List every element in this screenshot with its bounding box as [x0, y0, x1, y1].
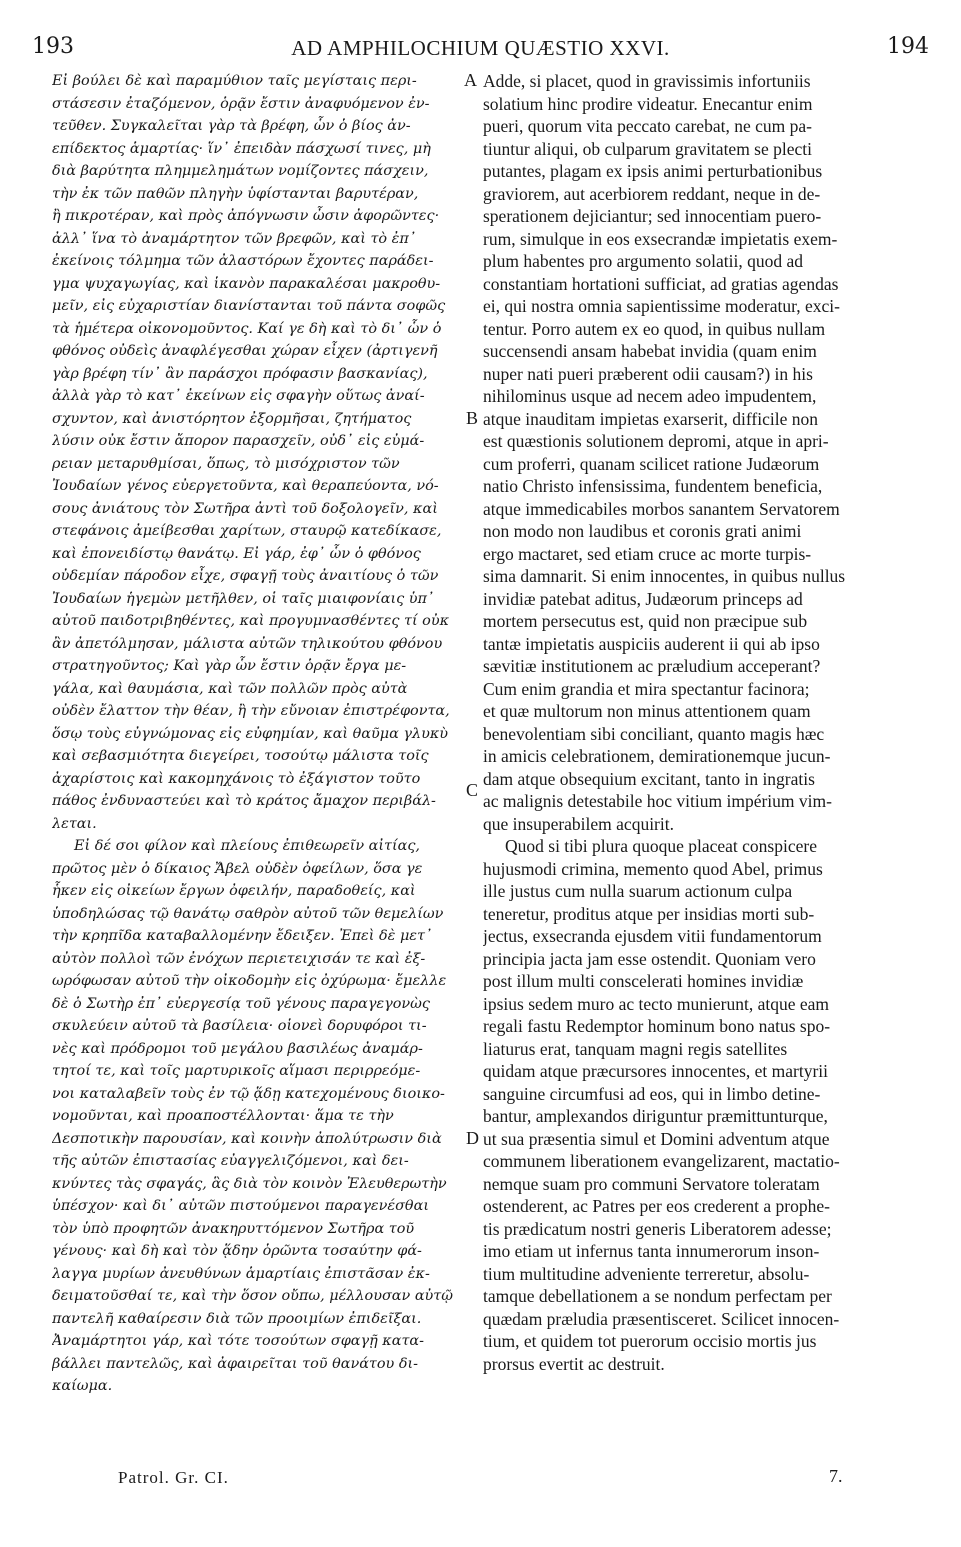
greek-text-line: ὅσῳ τοὺς εὐγνώμονας εἰς εὐφημίαν, καὶ θαῦμα γλυκὺ [52, 725, 449, 742]
greek-text-line: καὶ ἐπονειδίστῳ θανάτῳ. Εἰ γάρ, ἐφ᾽ ὧν ὁ φθόνος [52, 545, 421, 562]
greek-text-line: παντελῆ καθαίρεσιν διὰ τῶν προοιμίων ἐπιδεῖξαι. [52, 1310, 422, 1327]
greek-text-line: λαγγα μυρίων ἀνευθύνων ἁμαρτίαις ἐπιστᾶσαν ἐκ- [52, 1265, 430, 1282]
latin-text-line: et quæ multorum non minus attentionem quam [483, 701, 811, 721]
greek-text-line: καὶ σεβασμιότητα διεγείρει, τοσούτῳ μάλιστα τοῖς [52, 748, 429, 764]
latin-text-line: nemque suam pro communi Servatore toleratam [483, 1173, 820, 1194]
greek-text-line: ἀλλὰ γὰρ τὸ κατ᾽ ἐκείνων εἰς σφαγὴν οὕτως ἀναί- [52, 388, 425, 404]
greek-text-line: μεῖν, εἰς εὐχαριστίαν διανίστανται τοῦ πάντα σοφῶς [52, 298, 446, 314]
greek-text-line: ἂν ἀπετόλμησαν, μάλιστα αὐτῶν τηλικούτου φθόνου [52, 635, 443, 652]
page-number-left: 193 [32, 34, 74, 59]
greek-text-line: σχυντον, καὶ ἀνιστόρητον ἐξορμῆσαι, ζητήματος [52, 410, 412, 427]
greek-text-line: γάλα, καὶ θαυμάσια, καὶ τῶν πολλῶν πρὸς αὐτὰ [52, 680, 408, 697]
latin-text-line: imo etiam ut infernus tanta innumerorum inson- [483, 1241, 820, 1261]
latin-text-line: post illum multi conscelerati homines invidiæ [483, 971, 804, 991]
latin-text-line: tamque debellationem a se nondum perfectam per [483, 1286, 832, 1306]
greek-text-line: τὴν κρηπῖδα καταβαλλομένην ἔδειξεν. Ἐπεὶ δὲ μετ᾽ [52, 928, 433, 944]
latin-text-line: ac malignis detestabile hoc vitium impérium vim- [483, 791, 832, 811]
latin-text-line: tentur. Porro autem ex eo quod, in quibus nullam [483, 318, 826, 339]
latin-text-line: putantes, plagam ex ipsis animi perturbationibus [483, 161, 823, 181]
greek-text-line: ὑπέσχον· καὶ δι᾽ αὐτῶν πιστούμενοι παραγενέσθαι [52, 1198, 429, 1214]
greek-text-line: τεῦθεν. Συγκαλεῖται γὰρ τὰ βρέφη, ὧν ὁ βίος ἀν- [52, 118, 411, 134]
greek-text-line: κνύντες τὰς σφαγάς, ἃς διὰ τὸν κοινὸν Ἐλευθερωτὴν [52, 1175, 447, 1192]
greek-text-line: φθόνος οὐδεὶς ἀναφλέγεσθαι χώραν εἶχεν (ἀρτιγενῆ [52, 343, 438, 359]
page-header [30, 34, 931, 64]
latin-text-line: natio Christo infensissima, fundentem beneficia, [483, 476, 823, 496]
latin-text-line: in amicis celebrationem, demirationemque jucun- [483, 746, 831, 766]
greek-text-line: στάσεσιν ἐταζόμενον, ὁρᾷν ἔστιν ἀναφυόμενον ἐν- [52, 95, 430, 112]
greek-text-line: πρῶτος μὲν ὁ δίκαιος Ἄβελ οὐδὲν ὀφείλων, ὅσα γε [52, 860, 423, 877]
latin-text-line: ipsius sedem muro ac tecto munierunt, atque eam [483, 993, 830, 1014]
greek-text-line: ἧκεν εἰς οἰκείων ἔργων ὀφειλήν, παραδοθείς, καὶ [52, 883, 416, 899]
latin-text-line: nuper nati pueri præberent odii causam?) in his [483, 363, 813, 384]
latin-text-line: ille justus cum nulla suarum actionum culpa [483, 881, 793, 901]
latin-text-line: Adde, si placet, quod in gravissimis infortuniis [483, 71, 811, 91]
latin-text-line: regali fastu Redemptor hominum bono natus spo- [483, 1016, 831, 1036]
latin-text-line: pueri, quorum vita peccato carebat, ne cum pa- [483, 116, 812, 136]
greek-text-line: ἢ πικροτέραν, καὶ πρὸς ἀπόγνωσιν ὦσιν ἀφορῶντες· [52, 208, 440, 224]
greek-text-line: τητοί τε, καὶ τοῖς μαρτυρικοῖς αἵμασι περιρρεόμε- [52, 1063, 421, 1079]
greek-text-line: νομοῦνται, καὶ προαποστέλλονται· ἅμα τε τὴν [52, 1108, 394, 1124]
greek-text-line: γὰρ βρέφη τίν᾽ ἂν παράσχοι πρόφασιν βασκανίας), [52, 365, 428, 382]
greek-text-line: νοι καταλαβεῖν τοὺς ἐν τῷ ᾅδῃ κατεχομένους διοικο- [52, 1085, 445, 1102]
latin-text-line: succensendi ansam habebat invidia (quam enim [483, 341, 817, 361]
latin-text-line: que insuperabilem acquirit. [483, 813, 674, 834]
latin-text-line: Quod si tibi plura quoque placeat conspicere [505, 836, 817, 856]
latin-text-line: tiuntur aliqui, ob culparum gravitatem se plecti [483, 138, 813, 159]
latin-text-line: atque inauditam impietas exarserit, difficile non [483, 408, 818, 429]
latin-text-line: tium, et quidem tot puerorum occisio mortis jus [483, 1331, 817, 1351]
latin-text-line: invidiæ patebat aditus, Judæorum princeps ad [483, 588, 803, 609]
running-title: AD AMPHILOCHIUM QUÆSTIO XXVI. [291, 36, 670, 60]
greek-text-line: Εἰ δέ σοι φίλον καὶ πλείους ἐπιθεωρεῖν αἰτίας, [74, 838, 420, 854]
latin-text-line: quædam præludia præsentisceret. Scilicet innocen- [483, 1308, 840, 1329]
latin-text-line: ut sua præsentia simul et Domini adventum atque [483, 1128, 830, 1149]
latin-text-line: prorsus evertit ac destruit. [483, 1353, 665, 1374]
latin-text-line: bantur, amplexandos diriguntur præmittunturque, [483, 1106, 828, 1126]
latin-text-line: plum habentes pro argumento solatii, quod ad [483, 251, 803, 271]
greek-text-line: δὲ ὁ Σωτὴρ ἐπ᾽ εὐεργεσίᾳ τοῦ γένους παραγεγονὼς [52, 995, 430, 1012]
greek-text-line: Ἰουδαίων ἡγεμὼν μετῆλθεν, οἱ ταῖς μιαιφονίαις ὑπ᾽ [52, 590, 435, 607]
latin-text-line: principia jacta jam esse ostendit. Quoniam vero [483, 948, 816, 969]
greek-text-line: λύσιν οὐκ ἔστιν ἄπορον παρασχεῖν, οὐδ᾽ εἰς εὐμά- [52, 433, 425, 449]
latin-text-line: cum proferri, quanam scilicet ratione Judæorum [483, 453, 820, 474]
latin-text-line: mortem persecutus est, quid non præcipue sub [483, 611, 808, 631]
latin-text-line: quidam atque præcursores innocentes, et martyrii [483, 1061, 829, 1081]
page-number-right: 194 [887, 34, 929, 59]
latin-text-line: atque immedicabiles morbos sanantem Servatorem [483, 498, 840, 519]
greek-text-line: τὸν ὑπὸ προφητῶν ἀνακηρυττόμενον Σωτῆρα τοῦ [52, 1220, 415, 1237]
footer-signature: 7. [829, 1466, 843, 1486]
greek-column [52, 70, 462, 1398]
latin-text-line: tantæ impietatis auspiciis auderent ii qui ab ipso [483, 633, 820, 654]
section-marker-a: A [464, 70, 477, 90]
footer-source: Patrol. Gr. CI. [118, 1468, 229, 1487]
greek-text-line: Εἰ βούλει δὲ καὶ παραμύθιον ταῖς μεγίσταις περι- [52, 73, 417, 89]
section-marker-c: C [466, 780, 479, 800]
section-marker-b: B [466, 408, 479, 428]
latin-text-line: constantiam hortationi sufficiat, ad gratias agendas [483, 273, 839, 294]
greek-text-line: αὐτὸν πολλοὶ τῶν ἐνόχων περιετειχισάν τε καὶ ἐξ- [52, 950, 426, 967]
greek-text-line: διὰ βαρύτητα πλημμελημάτων νομίζοντες πάσχειν, [52, 163, 429, 179]
greek-text-line: τῆς αὐτῶν ἐπιστασίας εὐαγγελιζόμενοι, καὶ δει- [52, 1153, 409, 1169]
latin-text-line: graviorem, aut acerbiorem reddant, neque in de- [483, 183, 821, 204]
latin-column [483, 70, 923, 1375]
greek-text-line: στρατηγοῦντος; Καὶ γὰρ ὧν ἔστιν ὁρᾷν ἔργα με- [52, 658, 407, 674]
section-marker-d: D [466, 1128, 479, 1148]
greek-text-line: Δεσποτικὴν παρουσίαν, καὶ κοινὴν ἀπολύτρωσιν διὰ [52, 1130, 442, 1147]
greek-text-line: ἀλλ᾽ ἵνα τὸ ἀναμάρτητον τῶν βρεφῶν, καὶ τὸ ἐπ᾽ [52, 230, 417, 247]
latin-text-line: sima damnarit. Si enim innocentes, in quibus nullus [483, 566, 846, 586]
greek-text-line: στεφάνοις ἀμείβεσθαι χαρίτων, σταυρῷ κατεδίκασε, [52, 523, 442, 539]
latin-text-line: ei, qui nostra omnia sapientissime moderatur, exci- [483, 296, 840, 316]
greek-text-line: Ἰουδαίων γένος εὐεργετοῦντα, καὶ θεραπεύοντα, νό- [52, 478, 439, 494]
latin-text-line: liaturus erat, tanquam magni regis satellites [483, 1038, 788, 1059]
latin-text-line: tis prædicatum nostri generis Liberatorem adesse; [483, 1218, 832, 1239]
greek-text-line: ἐκείνοις τόλμημα τῶν ἀλαστόρων ἔχοντες παράδει- [52, 253, 434, 269]
latin-text-line: sævitiæ institutionem ac præludium acceperant? [483, 656, 821, 676]
latin-text-line: jectus, exsecranda ejusdem vitii fundamentorum [483, 926, 822, 946]
latin-text-line: benevolentiam sibi conciliant, quanto magis hæc [483, 723, 825, 744]
latin-text-line: solatium hinc prodire videatur. Enecantur enim [483, 93, 813, 114]
latin-text-line: sperationem dejiciantur; sed innocentiam puero- [483, 206, 822, 226]
latin-text-line: teneretur, proditus atque per insidias morti sub- [483, 903, 815, 924]
greek-text-line: οὐδὲν ἔλαττον τὴν θέαν, ἢ τὴν εὔνοιαν ἐπιστρέφοντα, [52, 703, 450, 719]
greek-text-line: γμα ψυχαγωγίας, καὶ ἱκανὸν παρακαλέσαι μακροθυ- [52, 275, 441, 292]
latin-text-line: sanguine circumfusi ad eos, qui in limbo detine- [483, 1083, 821, 1104]
greek-text-line: αὐτοῦ παιδοτριβηθέντες, καὶ προγυμνασθέντες τί οὐκ [52, 613, 450, 629]
greek-text-line: σκυλεύειν αὐτοῦ τὰ βασίλεια· οἱονεὶ δορυφόροι τι- [52, 1018, 427, 1034]
greek-text-line: ωρόφωσαν αὐτοῦ τὴν οἰκοδομὴν εἰς ὀχύρωμα· ἔμελλε [52, 973, 447, 989]
greek-text-line: ἀχαρίστοις καὶ κακομηχάνοις τὸ ἐξάγιστον τοῦτο [52, 770, 421, 787]
greek-text-line: Ἀναμάρτητοι γάρ, καὶ τότε τοσούτων σφαγῇ κατα- [52, 1333, 424, 1349]
latin-text-line: ostenderent, ac Patres per eos crederent a prophe- [483, 1196, 830, 1216]
latin-text-line: hujusmodi crimina, memento quod Abel, primus [483, 858, 823, 879]
latin-text-line: rum, simulque in eos exsecrandæ impietatis exem- [483, 228, 838, 249]
greek-text-line: οὐδεμίαν πάροδον εἶχε, σφαγῇ τοὺς ἀναιτίους ὁ τῶν [52, 568, 439, 584]
greek-text-line: καίωμα. [52, 1378, 113, 1394]
greek-text-line: γένους· καὶ δὴ καὶ τὸν ᾅδην ὁρῶντα τοσαύτην φά- [52, 1243, 422, 1259]
greek-text-line: λεται. [52, 815, 97, 832]
greek-text-line: βάλλει παντελῶς, καὶ ἀφαιρεῖται τοῦ θανάτου δι- [52, 1355, 419, 1372]
latin-text-line: communem liberationem evangelizarent, mactatio- [483, 1151, 840, 1171]
greek-text-line: νὲς καὶ πρόδρομοι τοῦ μεγάλου βασιλέως ἀναμάρ- [52, 1040, 423, 1057]
greek-text-line: τὰ ἡμέτερα οἰκονομοῦντος. Καί γε δὴ καὶ τὸ δι᾽ ὧν ὁ [52, 320, 442, 337]
greek-text-line: πάθος ἐνδυναστεύει καὶ τὸ κράτος ἄμαχον περιβάλ- [52, 793, 436, 809]
latin-text-line: nihilominus usque ad necem adeo impudentem, [483, 386, 817, 406]
greek-text-line: σους ἀνιάτους τὸν Σωτῆρα ἀντὶ τοῦ δοξολογεῖν, καὶ [52, 500, 438, 517]
latin-text-line: Cum enim grandia et mira spectantur facinora; [483, 678, 810, 699]
latin-text-line: non modo non laudibus et coronis grati animi [483, 521, 802, 541]
latin-text-line: dam atque obsequium excitant, tanto in ingratis [483, 768, 815, 789]
latin-text-line: tium multitudine adveniente terreretur, absolu- [483, 1263, 810, 1284]
latin-text-line: est quæstionis solutionem depromi, atque in apri- [483, 431, 829, 451]
greek-text-line: δειματοῦσθαί τε, καὶ τὴν ὅσον οὔπω, μέλλουσαν αὐτῷ [52, 1288, 453, 1304]
greek-text-line: ρειαν μεταρυθμίσαι, ὅπως, τὸ μισόχριστον τῶν [52, 455, 400, 472]
greek-text-line: τὴν ἐκ τῶν παθῶν πληγὴν ὑφίστανται βαρυτέραν, [52, 185, 419, 202]
latin-text-line: ergo mactaret, sed etiam cruce ac morte turpis- [483, 543, 812, 564]
greek-text-line: επίδεκτος ἁμαρτίας· ἵν᾽ ἐπειδὰν πάσχωσί τινες, μὴ [52, 140, 431, 157]
greek-text-line: ὑποδηλώσας τῷ θανάτῳ σαθρὸν αὐτοῦ τῶν θεμελίων [52, 905, 444, 922]
